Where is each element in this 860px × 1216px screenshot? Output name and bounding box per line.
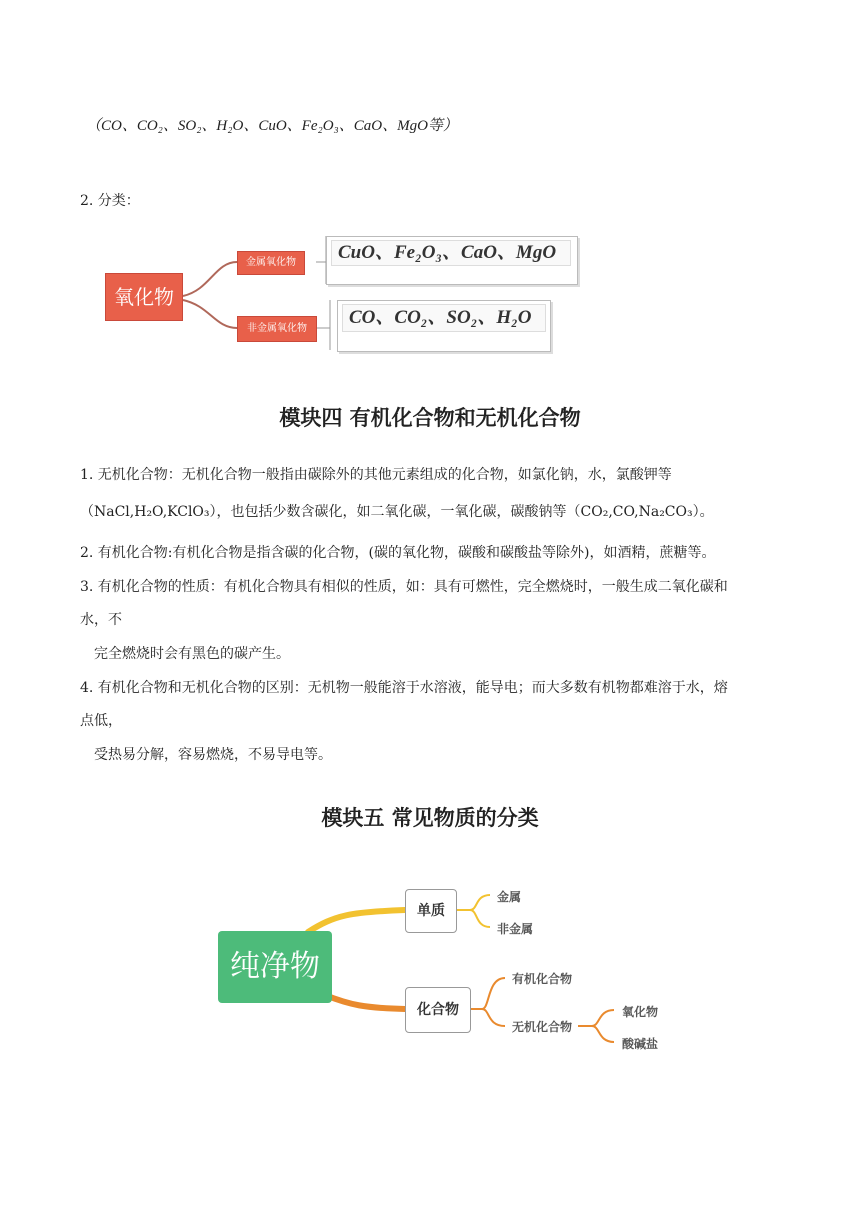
oxide-examples-line: （CO、CO₂、SO₂、H₂O、CuO、Fe₂O₃、CaO、MgO等） [86, 118, 458, 134]
classification-label: 2. 分类： [80, 193, 140, 209]
nonmetal-leaf: 非金属 [497, 922, 534, 936]
section5-title: 模块五 常见物质的分类 [321, 806, 539, 830]
nonmetal-oxide-examples: CO、CO₂、SO₂、H₂O [342, 304, 546, 332]
section4-p4-line3: 受热易分解，容易燃烧，不易导电等。 [94, 747, 332, 763]
section4-p3-line1: 3. 有机化合物的性质：有机化合物具有相似的性质，如：具有可燃性，完全燃烧时，一般生成二氧化碳和 [80, 579, 728, 595]
inorganic-compound-node: 无机化合物 [512, 1020, 573, 1034]
section4-p1-line1: 1. 无机化合物：无机化合物一般指由碳除外的其他元素组成的化合物，如氯化钠，水，氯酸钾等 [80, 467, 672, 483]
section4-p3-line2: 水，不 [80, 612, 122, 628]
oxide-leaf: 氧化物 [622, 1005, 659, 1019]
organic-compound-leaf: 有机化合物 [512, 972, 573, 986]
section4-title: 模块四 有机化合物和无机化合物 [279, 406, 581, 430]
acid-base-salt-leaf: 酸碱盐 [622, 1037, 659, 1051]
oxide-root-node: 氧化物 [105, 273, 183, 321]
nonmetal-oxide-examples-box [337, 300, 551, 352]
section4-p4-line2: 点低， [80, 713, 122, 729]
metal-oxide-examples: CuO、Fe₂O₃、CaO、MgO [331, 240, 571, 266]
section4-p2: 2. 有机化合物:有机化合物是指含碳的化合物，(碳的氧化物，碳酸和碳酸盐等除外)，如酒精，蔗糖等。 [80, 545, 716, 561]
pure-substance-root-node: 纯净物 [218, 931, 332, 1003]
nonmetal-oxide-node: 非金属氧化物 [237, 316, 317, 342]
metal-oxide-node: 金属氧化物 [237, 251, 305, 275]
elemental-substance-node: 单质 [405, 889, 457, 933]
metal-oxide-examples-box [326, 236, 578, 285]
section4-p4-line1: 4. 有机化合物和无机化合物的区别：无机物一般能溶于水溶液，能导电；而大多数有机物都难溶于水，熔 [80, 680, 728, 696]
metal-leaf: 金属 [497, 890, 522, 904]
section4-p3-line3: 完全燃烧时会有黑色的碳产生。 [94, 646, 290, 662]
compound-node: 化合物 [405, 987, 471, 1033]
section4-p1-line2: （NaCl,H₂O,KClO₃），也包括少数含碳化，如二氧化碳，一氧化碳，碳酸钠等（CO₂,CO,Na₂CO₃）。 [80, 504, 714, 520]
